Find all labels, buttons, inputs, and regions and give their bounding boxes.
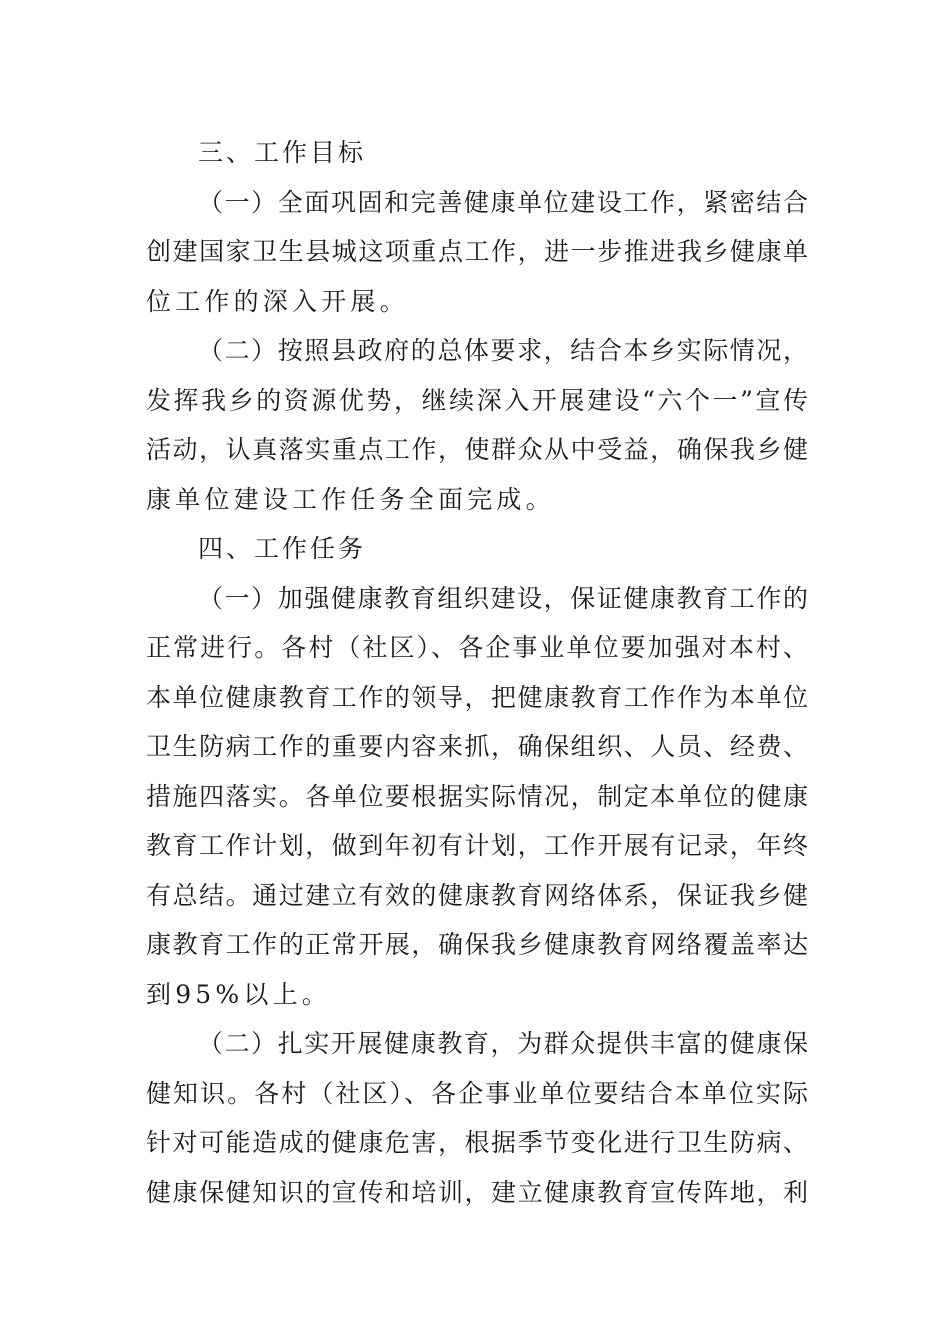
paragraph-line: 创建国家卫生县城这项重点工作，进一步推进我乡健康单 [146,237,808,266]
paragraph-line: 正常进行。各村（社区）、各企事业单位要加强对本村、 [146,633,808,662]
paragraph-line: 教育工作计划，做到年初有计划，工作开展有记录，年终 [146,831,808,860]
paragraph-line: 位工作的深入开展。 [146,286,409,316]
paragraph-line: 健康保健知识的宣传和培训，建立健康教育宣传阵地，利 [146,1177,808,1207]
paragraph-line: （一）全面巩固和完善健康单位建设工作，紧密结合 [198,187,808,217]
paragraph-line: 发挥我乡的资源优势，继续深入开展建设“六个一”宣传 [146,385,808,415]
paragraph-line: 活动，认真落实重点工作，使群众从中受益，确保我乡健 [146,435,808,464]
document-body [146,128,808,1217]
paragraph-line: 到95%以上。 [146,979,331,1009]
paragraph-line: 康教育工作的正常开展，确保我乡健康教育网络覆盖率达 [146,930,808,959]
paragraph-line: 针对可能造成的健康危害，根据季节变化进行卫生防病、 [146,1128,808,1157]
paragraph-line: 卫生防病工作的重要内容来抓，确保组织、人员、经费、 [146,732,808,761]
paragraph-line: 康单位建设工作任务全面完成。 [146,484,555,514]
paragraph-line: 有总结。通过建立有效的健康教育网络体系，保证我乡健 [146,880,808,910]
section-heading-goals: 三、工作目标 [198,138,367,167]
paragraph-line: （一）加强健康教育组织建设，保证健康教育工作的 [198,583,808,613]
paragraph-line: （二）扎实开展健康教育，为群众提供丰富的健康保 [198,1029,808,1058]
paragraph-line: 健知识。各村（社区）、各企事业单位要结合本单位实际 [146,1078,808,1108]
section-heading-tasks: 四、工作任务 [198,534,367,563]
paragraph-line: 措施四落实。各单位要根据实际情况，制定本单位的健康 [146,781,808,811]
paragraph-line: （二）按照县政府的总体要求，结合本乡实际情况， [198,336,808,365]
paragraph-line: 本单位健康教育工作的领导，把健康教育工作作为本单位 [146,682,808,712]
